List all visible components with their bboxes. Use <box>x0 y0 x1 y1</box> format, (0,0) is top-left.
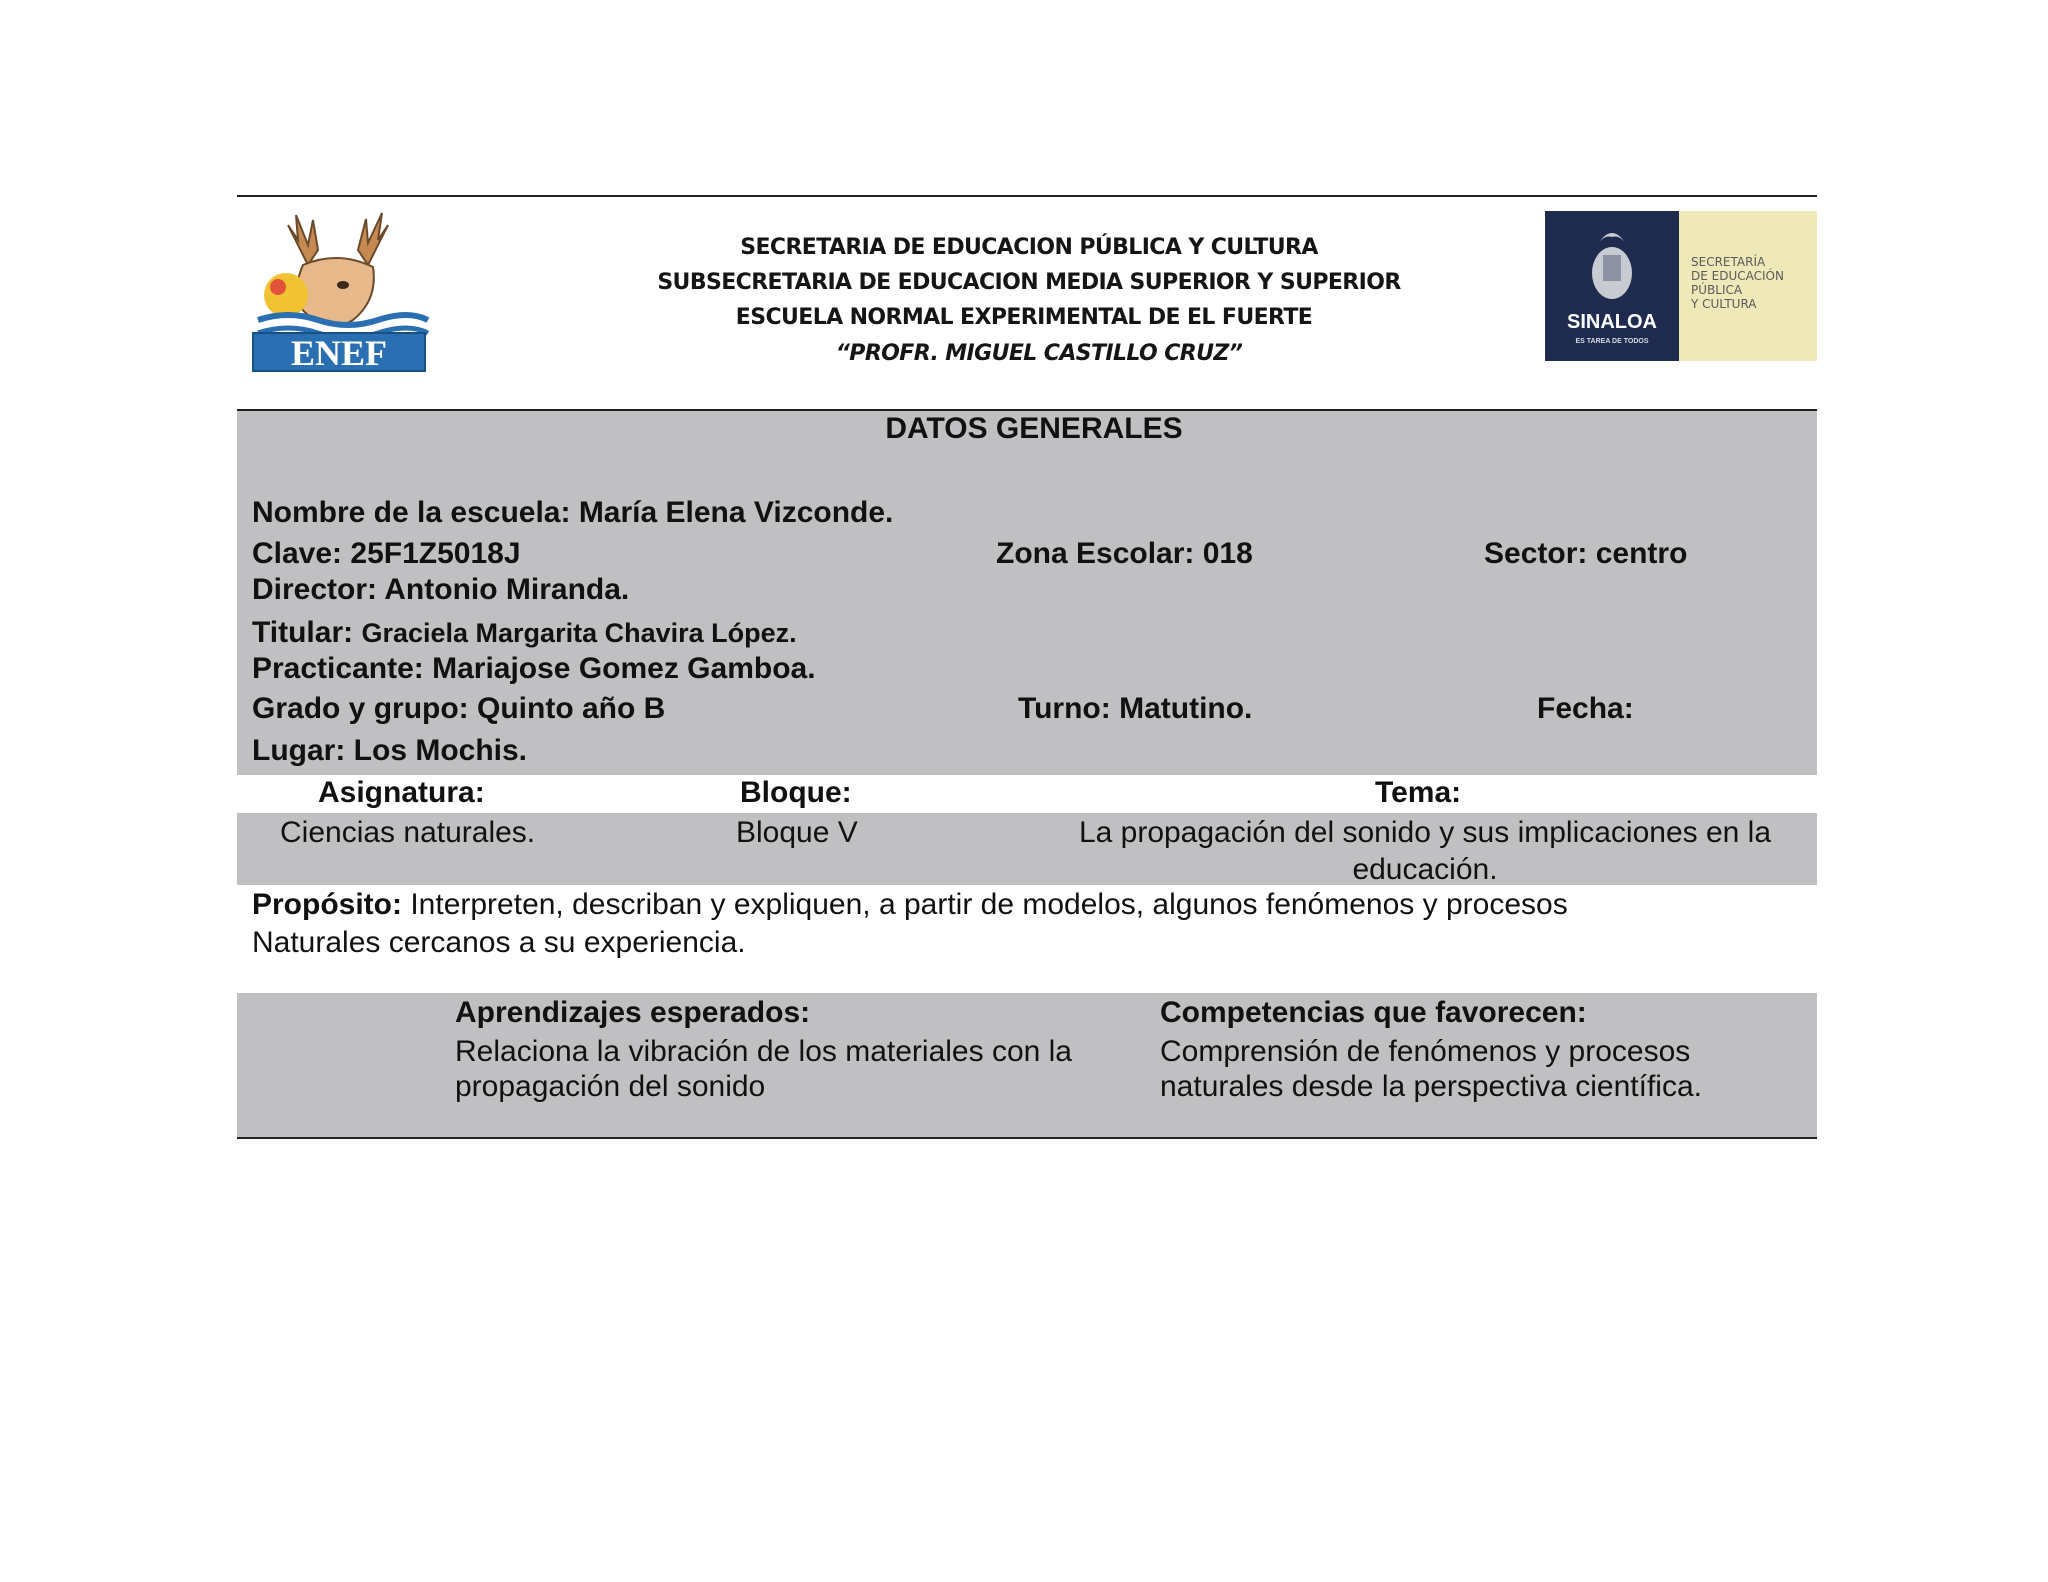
secretaria-text <box>1691 255 1784 311</box>
sector-field <box>1484 537 1687 571</box>
director-field <box>252 573 629 607</box>
proposito-line-1 <box>252 888 1568 922</box>
field-value: Mariajose Gomez Gamboa. <box>432 652 816 685</box>
aprendizajes-line-1: Relaciona la vibración de los materiales con la <box>455 1035 1072 1068</box>
field-label: Zona Escolar: <box>996 537 1195 570</box>
fecha-field <box>1537 692 1634 726</box>
field-value: Los Mochis. <box>353 734 528 767</box>
field-label: Lugar: <box>252 734 346 767</box>
aprendizajes-title: Aprendizajes esperados: <box>455 996 811 1029</box>
field-value: María Elena Vizconde. <box>578 496 894 529</box>
grado-field <box>252 692 665 726</box>
tema-header: Tema: <box>1375 776 1462 809</box>
proposito-text: Interpreten, describan y expliquen, a partir de modelos, algunos fenómenos y procesos <box>410 888 1568 921</box>
header-line-1: SECRETARIA DE EDUCACION PÚBLICA Y CULTURA <box>740 235 1318 260</box>
field-label: Turno: <box>1018 692 1111 725</box>
lugar-field <box>252 734 527 768</box>
clave-field <box>252 537 521 571</box>
sinaloa-logo <box>1545 211 1817 361</box>
field-value: 25F1Z5018J <box>350 537 521 570</box>
field-label: Nombre de la escuela: <box>252 496 571 529</box>
bottom-rule <box>237 1137 1817 1139</box>
header-line-3: ESCUELA NORMAL EXPERIMENTAL DE EL FUERTE <box>735 305 1313 330</box>
field-value: Graciela Margarita Chavira López. <box>361 618 797 648</box>
field-label: Practicante: <box>252 652 424 685</box>
tema-value-line-1: La propagación del sonido y sus implicaciones en la <box>1078 816 1772 849</box>
titular-field <box>252 616 797 650</box>
field-label: Director: <box>252 573 378 606</box>
asignatura-value: Ciencias naturales. <box>280 816 536 849</box>
header-line-2: SUBSECRETARIA DE EDUCACION MEDIA SUPERIOR Y SUPERIOR <box>657 270 1401 295</box>
practicante-field <box>252 652 816 686</box>
secretaria-line: Y CULTURA <box>1691 297 1757 311</box>
svg-text:ENEF: ENEF <box>290 333 388 373</box>
competencias-title: Competencias que favorecen: <box>1160 996 1587 1029</box>
datos-generales-title: DATOS GENERALES <box>885 412 1183 445</box>
field-label: Clave: <box>252 537 343 570</box>
sinaloa-panel <box>1545 211 1679 361</box>
proposito-line-2: Naturales cercanos a su experiencia. <box>252 926 746 959</box>
top-rule <box>237 195 1817 197</box>
field-label: Titular: <box>252 616 354 649</box>
field-value: Quinto año B <box>477 692 666 725</box>
field-label: Fecha: <box>1537 692 1634 725</box>
field-value: 018 <box>1202 537 1253 570</box>
secretaria-line: DE EDUCACIÓN <box>1691 269 1784 283</box>
field-value: centro <box>1595 537 1688 570</box>
aprendizajes-line-2: propagación del sonido <box>455 1070 766 1103</box>
field-label: Grado y grupo: <box>252 692 469 725</box>
coat-of-arms-icon <box>1545 211 1679 311</box>
secretaria-line: SECRETARÍA <box>1691 255 1766 269</box>
secretaria-panel <box>1679 211 1817 361</box>
field-value: Antonio Miranda. <box>384 573 630 606</box>
escuela-field <box>252 496 893 530</box>
header-line-4: “PROFR. MIGUEL CASTILLO CRUZ” <box>835 341 1243 366</box>
turno-field <box>1018 692 1252 726</box>
competencias-line-1: Comprensión de fenómenos y procesos <box>1160 1035 1691 1068</box>
field-label: Sector: <box>1484 537 1588 570</box>
proposito-label: Propósito: <box>252 888 402 921</box>
sinaloa-word: SINALOA <box>1567 311 1657 333</box>
zona-field <box>996 537 1253 571</box>
competencias-line-2: naturales desde la perspectiva científica. <box>1160 1070 1702 1103</box>
sinaloa-tagline: ES TAREA DE TODOS <box>1575 338 1649 345</box>
secretaria-line: PÚBLICA <box>1691 283 1743 297</box>
field-value: Matutino. <box>1119 692 1253 725</box>
tema-value-line-2: educación. <box>1352 853 1498 886</box>
bloque-value: Bloque V <box>736 816 858 849</box>
asignatura-header: Asignatura: <box>318 776 485 809</box>
bloque-header: Bloque: <box>740 776 852 809</box>
